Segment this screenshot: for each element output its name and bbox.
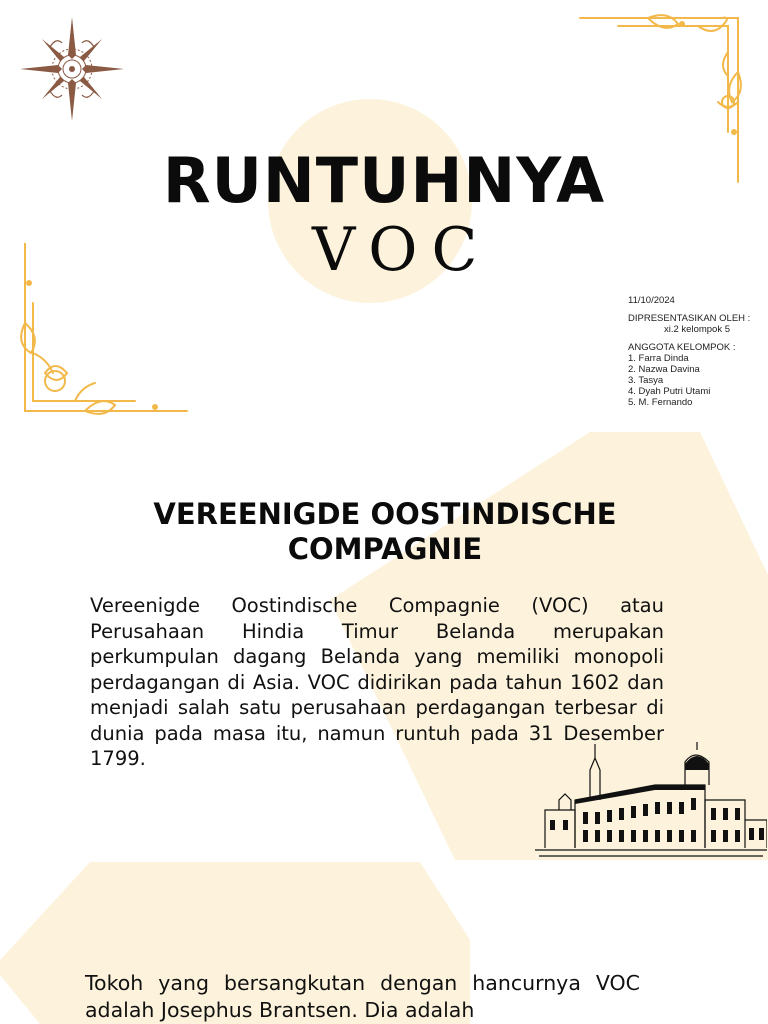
list-item: 2. Nazwa Davina (628, 364, 700, 375)
list-item: 3. Tasya (628, 375, 664, 386)
presented-by-label: DIPRESENTASIKAN OLEH : (628, 313, 751, 324)
building-illustration (535, 740, 767, 862)
corner-ornament-icon (15, 243, 195, 418)
list-item: 1. Farra Dinda (628, 353, 689, 364)
section-paragraph: Vereenigde Oostindische Compagnie (VOC) atau Perusahaan Hindia Timur Belanda merupakan perkumpulan dagang Belanda yang memiliki monopoli perdagangan di Asia. VOC didirikan pada tahun 1602 dan menjadi salah satu perusahaan perdagangan terbesar di dunia pada masa itu, namun runtuh pada 31 Desember 1799. (90, 594, 664, 770)
page-title: RUNTUHNYA (162, 144, 606, 217)
presentation-info (628, 295, 763, 408)
compass-rose-icon (18, 15, 126, 123)
section-heading: VEREENIGDE OOSTINDISCHE COMPAGNIE (153, 497, 617, 566)
presentation-date: 11/10/2024 (628, 295, 675, 306)
members-list (628, 353, 763, 408)
presented-by-value: xi.2 kelompok 5 (664, 324, 731, 335)
second-paragraph: Tokoh yang bersangkutan dengan hancurnya VOC adalah Josephus Brantsen. Dia adalah (85, 971, 640, 1022)
list-item: 4. Dyah Putri Utami (628, 386, 711, 397)
page-subtitle: VOC (312, 215, 492, 285)
members-label: ANGGOTA KELOMPOK : (628, 342, 736, 353)
list-item: 5. M. Fernando (628, 397, 693, 408)
